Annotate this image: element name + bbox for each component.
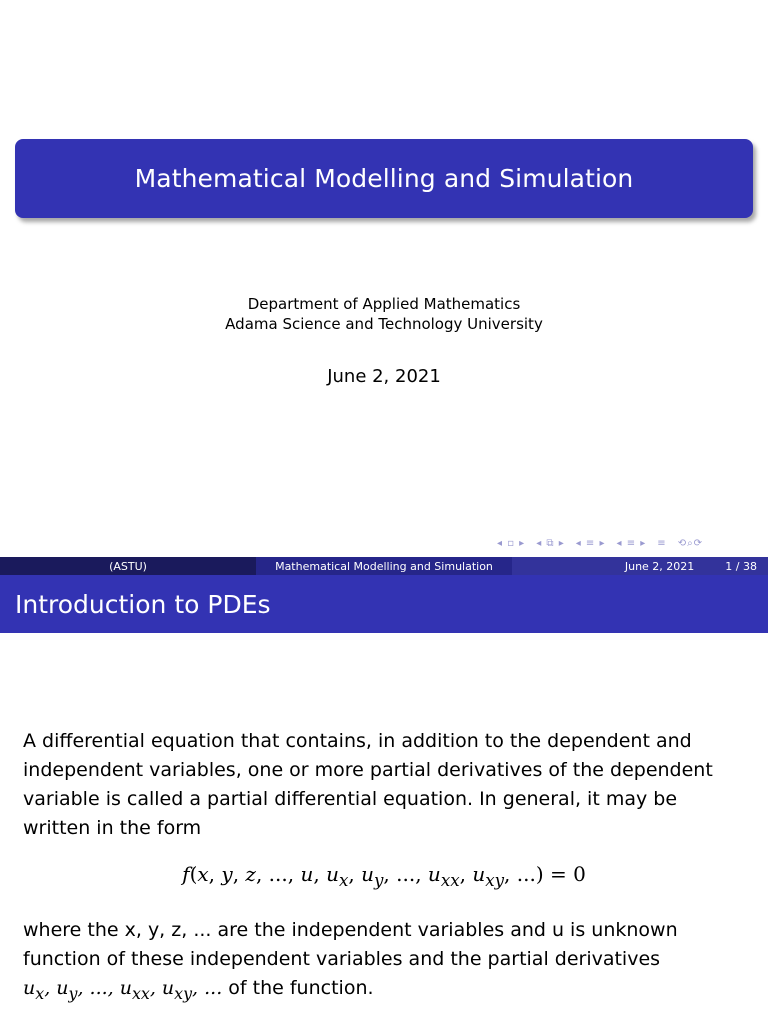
nav-subsection-icon[interactable]: ◂ ≡ ▸ bbox=[575, 538, 606, 549]
institute-line-1: Department of Applied Mathematics bbox=[247, 295, 521, 313]
pde-general-form-equation: f(x, y, z, ..., u, $u_x$, $u_y$, ..., $u_{xx}$, $u_{xy}$, ...) = 0 bbox=[182, 862, 586, 890]
footer-date-text: June 2, 2021 bbox=[624, 559, 695, 573]
institute-line-2: Adama Science and Technology University bbox=[225, 315, 543, 333]
paragraph-explanation bbox=[23, 916, 745, 1008]
derivatives-list: $u_x$, $u_y$, ..., $u_{xx}$, $u_{xy}$, ... bbox=[23, 977, 223, 1003]
footer-title-text: Mathematical Modelling and Simulation bbox=[275, 559, 493, 573]
paragraph-explanation-text: where the x, y, z, ... are the independent variables and u is unknown function of these independent variables and the partial derivatives bbox=[23, 919, 678, 970]
nav-frame-icon[interactable]: ◂ ⧉ ▸ bbox=[536, 538, 565, 549]
footer-title bbox=[256, 557, 512, 575]
footer-page-number: 1 / 38 bbox=[725, 559, 757, 573]
institute-block bbox=[0, 294, 768, 334]
frame-title-bar bbox=[0, 575, 768, 633]
nav-slide-left-right-icon[interactable]: ◂ ▫ ▸ bbox=[497, 538, 526, 549]
paragraph-definition: A differential equation that contains, in addition to the dependent and independent variables, one or more partial derivatives of the dependent variable is called a partial differential equation. In general, it may be written in the form bbox=[23, 730, 713, 839]
nav-align-icon[interactable]: ≡ bbox=[657, 538, 667, 549]
navigation-symbols bbox=[497, 538, 703, 549]
nav-section-icon[interactable]: ◂ ≡ ▸ bbox=[616, 538, 647, 549]
footer-date-page bbox=[512, 557, 768, 575]
slide-date: June 2, 2021 bbox=[327, 366, 441, 387]
frame-title: Introduction to PDEs bbox=[15, 589, 271, 619]
paragraph-explanation-tail: of the function. bbox=[228, 977, 374, 999]
footer-bar bbox=[0, 557, 768, 575]
slide-title: Mathematical Modelling and Simulation bbox=[134, 164, 634, 193]
footer-author-text: (ASTU) bbox=[109, 559, 147, 573]
title-box bbox=[15, 139, 753, 218]
footer-author bbox=[0, 557, 256, 575]
nav-search-icon[interactable]: ⟲⌕⟳ bbox=[677, 538, 704, 549]
